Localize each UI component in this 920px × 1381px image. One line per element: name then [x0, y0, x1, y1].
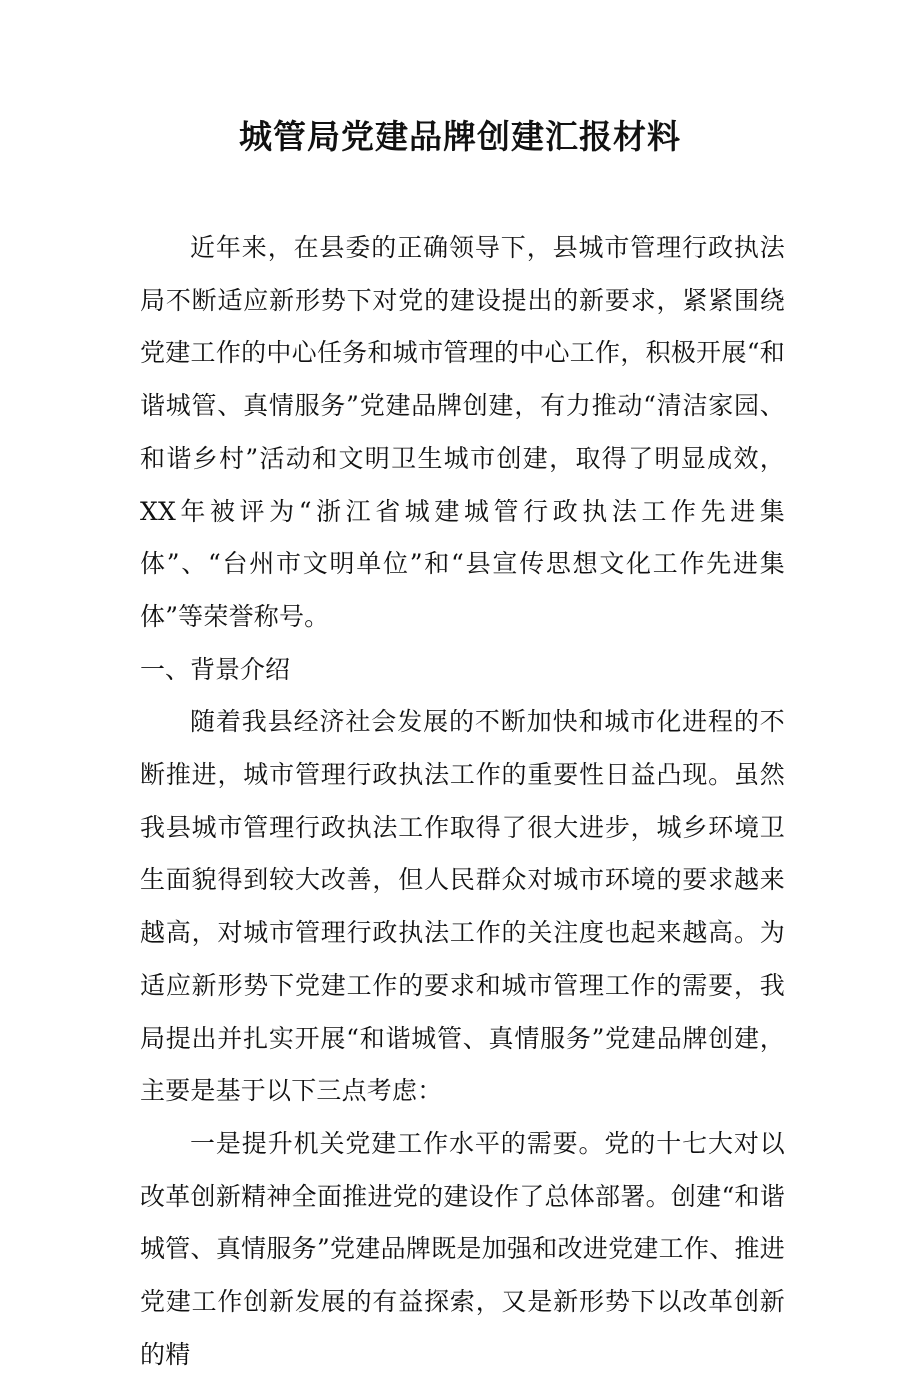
paragraph-intro: 近年来，在县委的正确领导下，县城市管理行政执法局不断适应新形势下对党的建设提出的新要求，紧紧围绕党建工作的中心任务和城市管理的中心工作，积极开展“和谐城管、真情服务”党建品牌创建，有力推动“清洁家园、和谐乡村”活动和文明卫生城市创建，取得了明显成效，XX年被评为“浙江省城建城管行政执法工作先进集体”、“台州市文明单位”和“县宣传思想文化工作先进集体”等荣誉称号。: [140, 233, 785, 631]
document-body: [140, 222, 785, 1381]
document-title: 城管局党建品牌创建汇报材料: [239, 117, 681, 156]
paragraph-background: 随着我县经济社会发展的不断加快和城市化进程的不断推进，城市管理行政执法工作的重要性日益凸现。虽然我县城市管理行政执法工作取得了很大进步，城乡环境卫生面貌得到较大改善，但人民群众对城市环境的要求越来越高，对城市管理行政执法工作的关注度也起来越高。为适应新形势下党建工作的要求和城市管理工作的需要，我局提出并扎实开展“和谐城管、真情服务”党建品牌创建，主要是基于以下三点考虑：: [140, 707, 785, 1106]
section-heading-background: 一、背景介绍: [140, 654, 291, 684]
paragraph-point-one: 一是提升机关党建工作水平的需要。党的十七大对以改革创新精神全面推进党的建设作了总体部署。创建“和谐城管、真情服务”党建品牌既是加强和改进党建工作、推进党建工作创新发展的有益探索，又是新形势下以改革创新的精: [140, 1128, 785, 1369]
